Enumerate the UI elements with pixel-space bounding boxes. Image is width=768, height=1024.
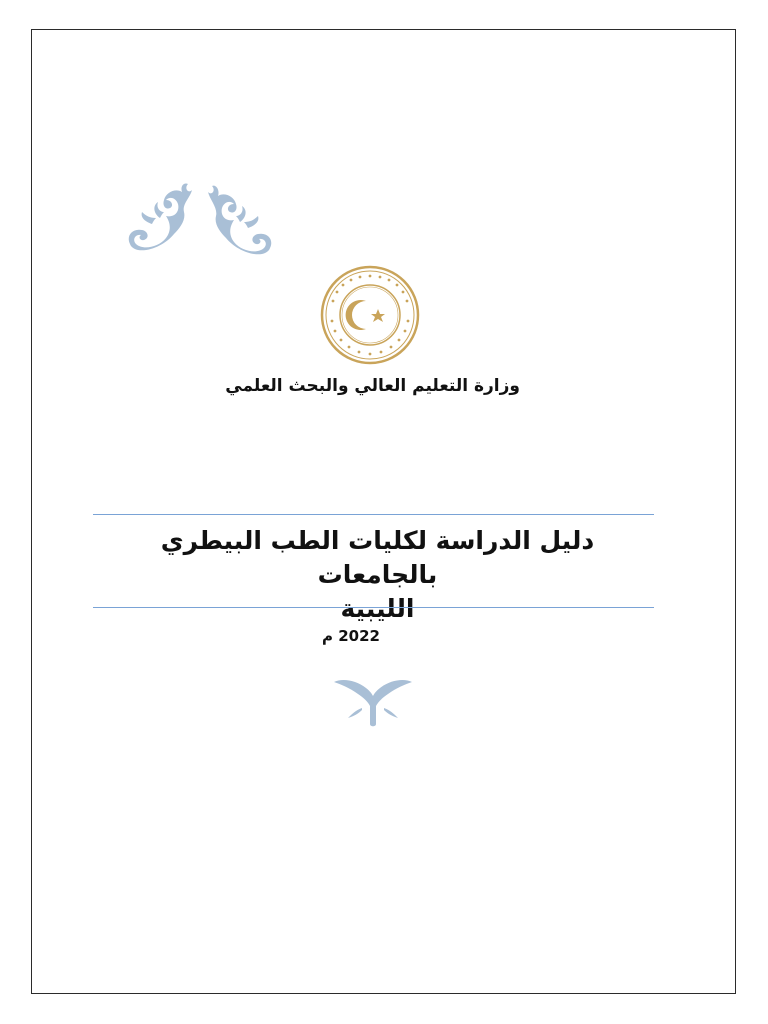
document-title-line-1: دليل الدراسة لكليات الطب البيطري بالجامعات [160,526,595,589]
page-border [31,29,736,994]
floral-ornament-icon [122,178,278,258]
document-title [100,524,655,626]
document-title-line-2: الليبية [340,594,415,623]
floral-divider-icon [332,674,414,728]
ministry-emblem-icon [318,265,422,365]
ministry-name: وزارة التعليم العالي والبحث العلمي [225,376,520,396]
document-year: 2022 م [322,627,380,645]
title-top-rule [93,514,654,515]
title-bottom-rule [93,607,654,608]
